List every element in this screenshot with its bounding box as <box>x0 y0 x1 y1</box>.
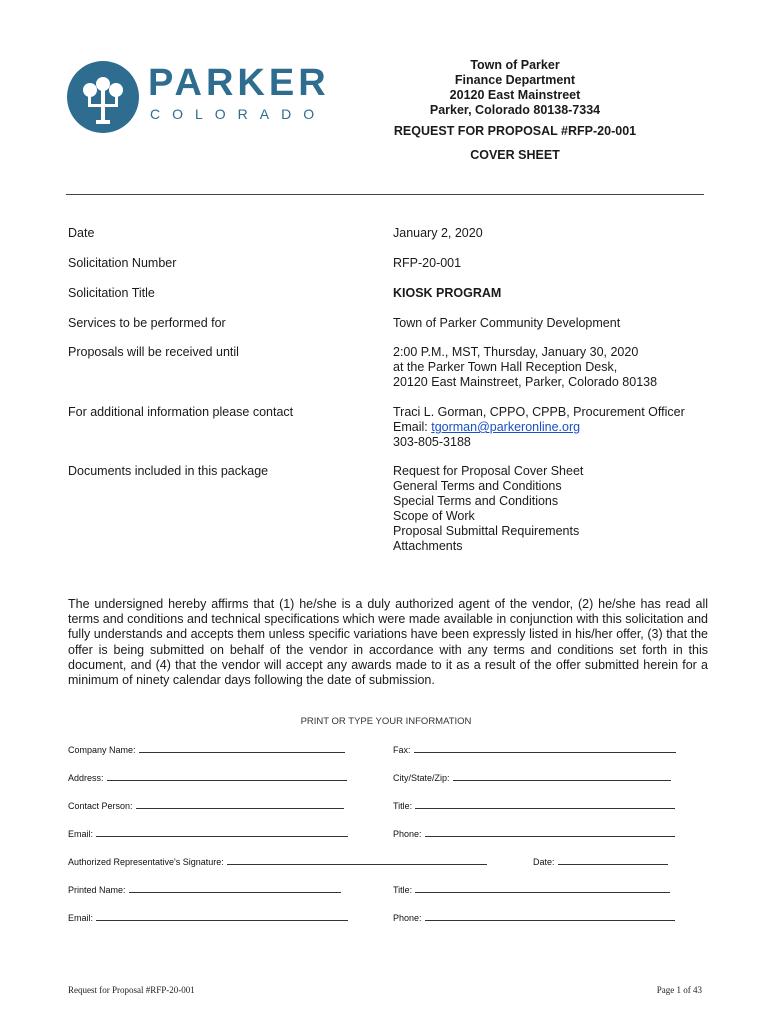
services-value: Town of Parker Community Development <box>393 316 621 330</box>
email2-label: Email: <box>68 913 94 923</box>
solicitation-number-label: Solicitation Number <box>68 256 177 270</box>
solicitation-title-value: KIOSK PROGRAM <box>393 286 502 300</box>
document-item: Special Terms and Conditions <box>393 494 559 508</box>
title-line[interactable] <box>415 799 675 809</box>
city-state-zip-line[interactable] <box>453 771 671 781</box>
title2-line[interactable] <box>415 883 670 893</box>
proposals-line: at the Parker Town Hall Reception Desk, <box>393 360 618 374</box>
rfp-title: REQUEST FOR PROPOSAL #RFP-20-001 <box>393 124 637 138</box>
date-value: January 2, 2020 <box>393 226 483 240</box>
contact-email-row <box>393 420 685 435</box>
document-item: General Terms and Conditions <box>393 479 562 493</box>
title2-label: Title: <box>393 885 413 895</box>
email-line[interactable] <box>96 827 348 837</box>
header-line: Town of Parker <box>470 58 560 72</box>
fax-line[interactable] <box>414 743 676 753</box>
solicitation-title-label: Solicitation Title <box>68 286 155 300</box>
phone-label: Phone: <box>393 829 422 839</box>
title-field[interactable] <box>393 799 675 811</box>
contact-name: Traci L. Gorman, CPPO, CPPB, Procurement Officer <box>393 405 685 419</box>
proposals-line: 2:00 P.M., MST, Thursday, January 30, 2020 <box>393 345 639 359</box>
signature-field[interactable] <box>68 855 487 867</box>
header-line: Finance Department <box>454 73 576 87</box>
proposals-value <box>393 345 657 390</box>
company-name-label: Company Name: <box>68 745 136 755</box>
address-line[interactable] <box>107 771 347 781</box>
phone2-line[interactable] <box>425 911 675 921</box>
city-state-zip-field[interactable] <box>393 771 671 783</box>
date-field[interactable] <box>533 855 668 867</box>
cover-sheet-title: COVER SHEET <box>470 148 560 162</box>
header-line: Parker, Colorado 80138-7334 <box>429 103 601 117</box>
contact-email-link[interactable]: tgorman@parkeronline.org <box>431 420 581 434</box>
phone-field[interactable] <box>393 827 675 839</box>
fax-field[interactable] <box>393 743 676 755</box>
contact-email-prefix: Email: <box>393 420 428 434</box>
document-item: Proposal Submittal Requirements <box>393 524 580 538</box>
contact-person-field[interactable] <box>68 799 344 811</box>
address-field[interactable] <box>68 771 347 783</box>
company-name-line[interactable] <box>139 743 345 753</box>
date-line[interactable] <box>558 855 668 865</box>
contact-value <box>393 405 685 450</box>
email-label: Email: <box>68 829 94 839</box>
footer-left: Request for Proposal #RFP-20-001 <box>68 985 195 995</box>
header-address <box>370 58 660 118</box>
phone2-field[interactable] <box>393 911 675 923</box>
contact-person-line[interactable] <box>136 799 344 809</box>
printed-name-field[interactable] <box>68 883 341 895</box>
document-item: Scope of Work <box>393 509 475 523</box>
title-label: Title: <box>393 801 413 811</box>
document-item: Request for Proposal Cover Sheet <box>393 464 584 478</box>
header-line: 20120 East Mainstreet <box>449 88 581 102</box>
logo-wordmark: PARKER <box>148 62 330 104</box>
signature-label: Authorized Representative's Signature: <box>68 857 224 867</box>
email2-line[interactable] <box>96 911 348 921</box>
logo-subtitle: COLORADO <box>150 106 327 122</box>
fax-label: Fax: <box>393 745 411 755</box>
city-state-zip-label: City/State/Zip: <box>393 773 450 783</box>
proposals-label: Proposals will be received until <box>68 345 239 359</box>
printed-name-line[interactable] <box>129 883 341 893</box>
date-label: Date <box>68 226 95 240</box>
contact-label: For additional information please contact <box>68 405 294 419</box>
contact-phone: 303-805-3188 <box>393 435 471 449</box>
footer-page-number: Page 1 of 43 <box>656 985 702 995</box>
document-item: Attachments <box>393 539 463 553</box>
contact-person-label: Contact Person: <box>68 801 133 811</box>
company-name-field[interactable] <box>68 743 345 755</box>
signature-line[interactable] <box>227 855 487 865</box>
phone-line[interactable] <box>425 827 675 837</box>
phone2-label: Phone: <box>393 913 422 923</box>
solicitation-number-value: RFP-20-001 <box>393 256 462 270</box>
email-field[interactable] <box>68 827 348 839</box>
proposals-line: 20120 East Mainstreet, Parker, Colorado 80138 <box>393 375 658 389</box>
printed-name-label: Printed Name: <box>68 885 126 895</box>
affirmation-paragraph: The undersigned hereby affirms that (1) he/she is a duly authorized agent of the vendor, (2) he/she has read all terms and conditions and technical specifications which were made available in conjunction with this solicitation and fully understands and accepts them unless specific variations have been expressly listed in his/her offer, (3) that the offer is being submitted on behalf of the vendor in accordance with any terms and conditions set forth in this document, and (4) that the vendor will accept any awards made to it as a result of the offer submitted herein for a minimum of ninety calendar days following the date of submission. <box>68 597 708 688</box>
documents-list <box>393 464 583 554</box>
divider <box>66 194 704 195</box>
form-heading: PRINT OR TYPE YOUR INFORMATION <box>300 716 472 727</box>
date-field-label: Date: <box>533 857 555 867</box>
email2-field[interactable] <box>68 911 348 923</box>
address-label: Address: <box>68 773 104 783</box>
services-label: Services to be performed for <box>68 316 226 330</box>
documents-label: Documents included in this package <box>68 464 269 478</box>
title2-field[interactable] <box>393 883 670 895</box>
